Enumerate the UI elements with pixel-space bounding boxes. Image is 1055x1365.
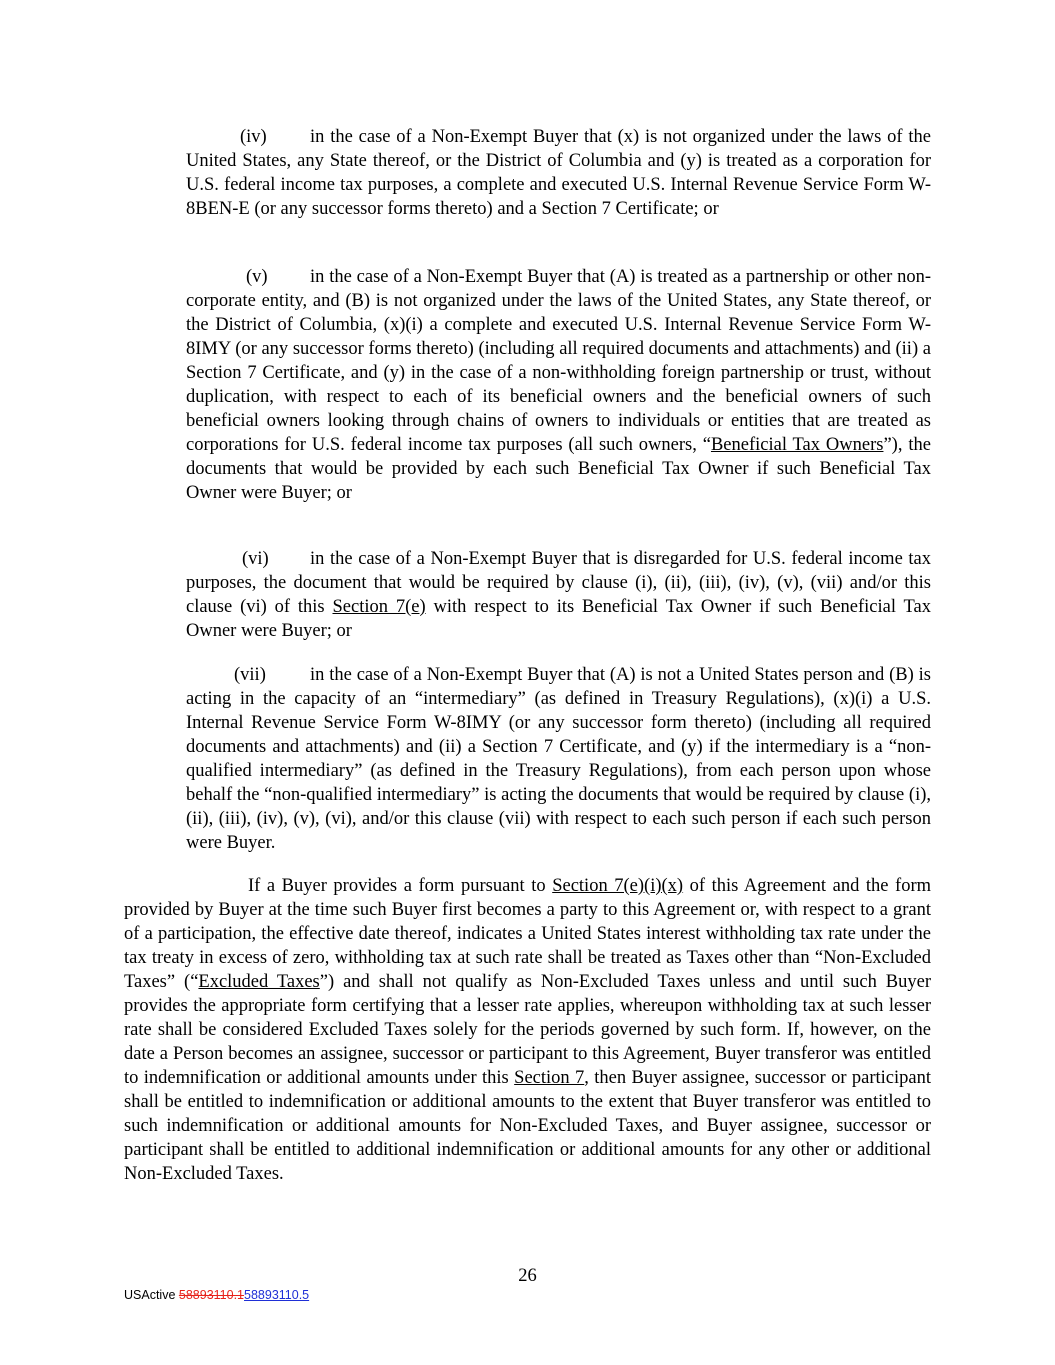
clause-text: in the case of a Non-Exempt Buyer that (A) is treated as a partnership or other non-corporate entity, and (B) is not organized under the laws of the United States, any State thereof, or the District of Columbia, (x)(i) a complete and executed U.S. Internal Revenue Service Form W-8IMY (or any successor forms thereto) (including all required documents and attachments) and (ii) a Section 7 Certificate, and (y) in the case of a non-withholding foreign partnership or trust, without duplication, with respect to each of its beneficial owners and the beneficial owners of such beneficial owners looking through chains of owners to individuals or entities that are treated as corporations for U.S. federal income tax purposes (all such owners, “ (186, 267, 931, 455)
clause-number: (vii) (234, 665, 266, 685)
document-id-footer (124, 1287, 309, 1303)
clause-text: in the case of a Non-Exempt Buyer that is disregarded for U.S. federal income tax purposes, the document that would be required by clause (i), (ii), (iii), (iv), (v), (vii) and/or this clause (vi) of this (186, 549, 931, 617)
clause-iv (186, 125, 931, 221)
paragraph-text: ”) and shall not qualify as Non-Excluded Taxes unless and until such Buyer provides the appropriate form certifying that a lesser rate applies, whereupon withholding tax at such lesser rate shall be considered Excluded Taxes solely for the periods governed by such form. If, however, on the date a Person becomes an assignee, successor or participant to this Agreement, Buyer transferor was entitled to indemnification or additional amounts under this (124, 972, 931, 1088)
clause-vii (186, 663, 931, 855)
paragraph-text: of this Agreement and the form provided by Buyer at the time such Buyer first becomes a party to this Agreement or, with respect to a grant of a participation, the effective date thereof, indicates a United States interest withholding tax rate under the tax treaty in excess of zero, withholding tax at such rate shall be treated as Taxes other than “Non-Excluded Taxes” (“ (124, 876, 932, 992)
paragraph-text: If a Buyer provides a form pursuant to (248, 876, 553, 896)
clause-text: with respect to its Beneficial Tax Owner if such Beneficial Tax Owner were Buyer; or (186, 597, 931, 641)
paragraph-text: , then Buyer assignee, successor or participant shall be entitled to indemnification or additional amounts to the extent that Buyer transferor was entitled to such indemnification or additional amounts for Non-Excluded Taxes, and Buyer assignee, successor or participant shall be entitled to additional indemnification or additional amounts for any other or additional Non-Excluded Taxes. (124, 1068, 931, 1184)
clause-text: in the case of a Non-Exempt Buyer that (x) is not organized under the laws of the United States, any State thereof, or the District of Columbia and (y) is treated as a corporation for U.S. federal income tax purposes, a complete and executed U.S. Internal Revenue Service Form W-8BEN-E (or any successor forms thereto) and a Section 7 Certificate; or (186, 127, 931, 219)
clause-v (186, 265, 931, 505)
clause-vi (186, 547, 931, 643)
inserted-doc-id: 58893110.5 (244, 1288, 310, 1302)
clause-text: ”), the documents that would be provided by each such Beneficial Tax Owner if such Beneficial Tax Owner were Buyer; or (186, 435, 931, 503)
section-reference: Section 7 (514, 1068, 585, 1088)
clause-text: in the case of a Non-Exempt Buyer that (A) is not a United States person and (B) is acting in the capacity of an “intermediary” (as defined in Treasury Regulations), (x)(i) a U.S. Internal Revenue Service Form W-8IMY (or any successor form thereto) (including all required documents and attachments) and (ii) a Section 7 Certificate, and (y) if the intermediary is a “non-qualified intermediary” (as defined in the Treasury Regulations), from each person upon whose behalf the “non-qualified intermediary” is acting the documents that would be required by clause (i), (ii), (iii), (iv), (v), (vi), and/or this clause (vii) with respect to each such person if each such person were Buyer. (186, 665, 931, 853)
clause-number: (vi) (242, 549, 269, 569)
defined-term: Excluded Taxes (198, 972, 320, 992)
footer-label: USActive (124, 1288, 179, 1302)
clause-number: (iv) (240, 127, 267, 147)
defined-term: Beneficial Tax Owners (710, 435, 884, 455)
final-paragraph (124, 874, 931, 1186)
section-reference: Section 7(e)(i)(x) (552, 876, 684, 896)
section-reference: Section 7(e) (332, 597, 426, 617)
deleted-doc-id: 58893110.1 (178, 1288, 245, 1302)
page-number: 26 (518, 1266, 537, 1286)
clause-number: (v) (246, 267, 268, 287)
